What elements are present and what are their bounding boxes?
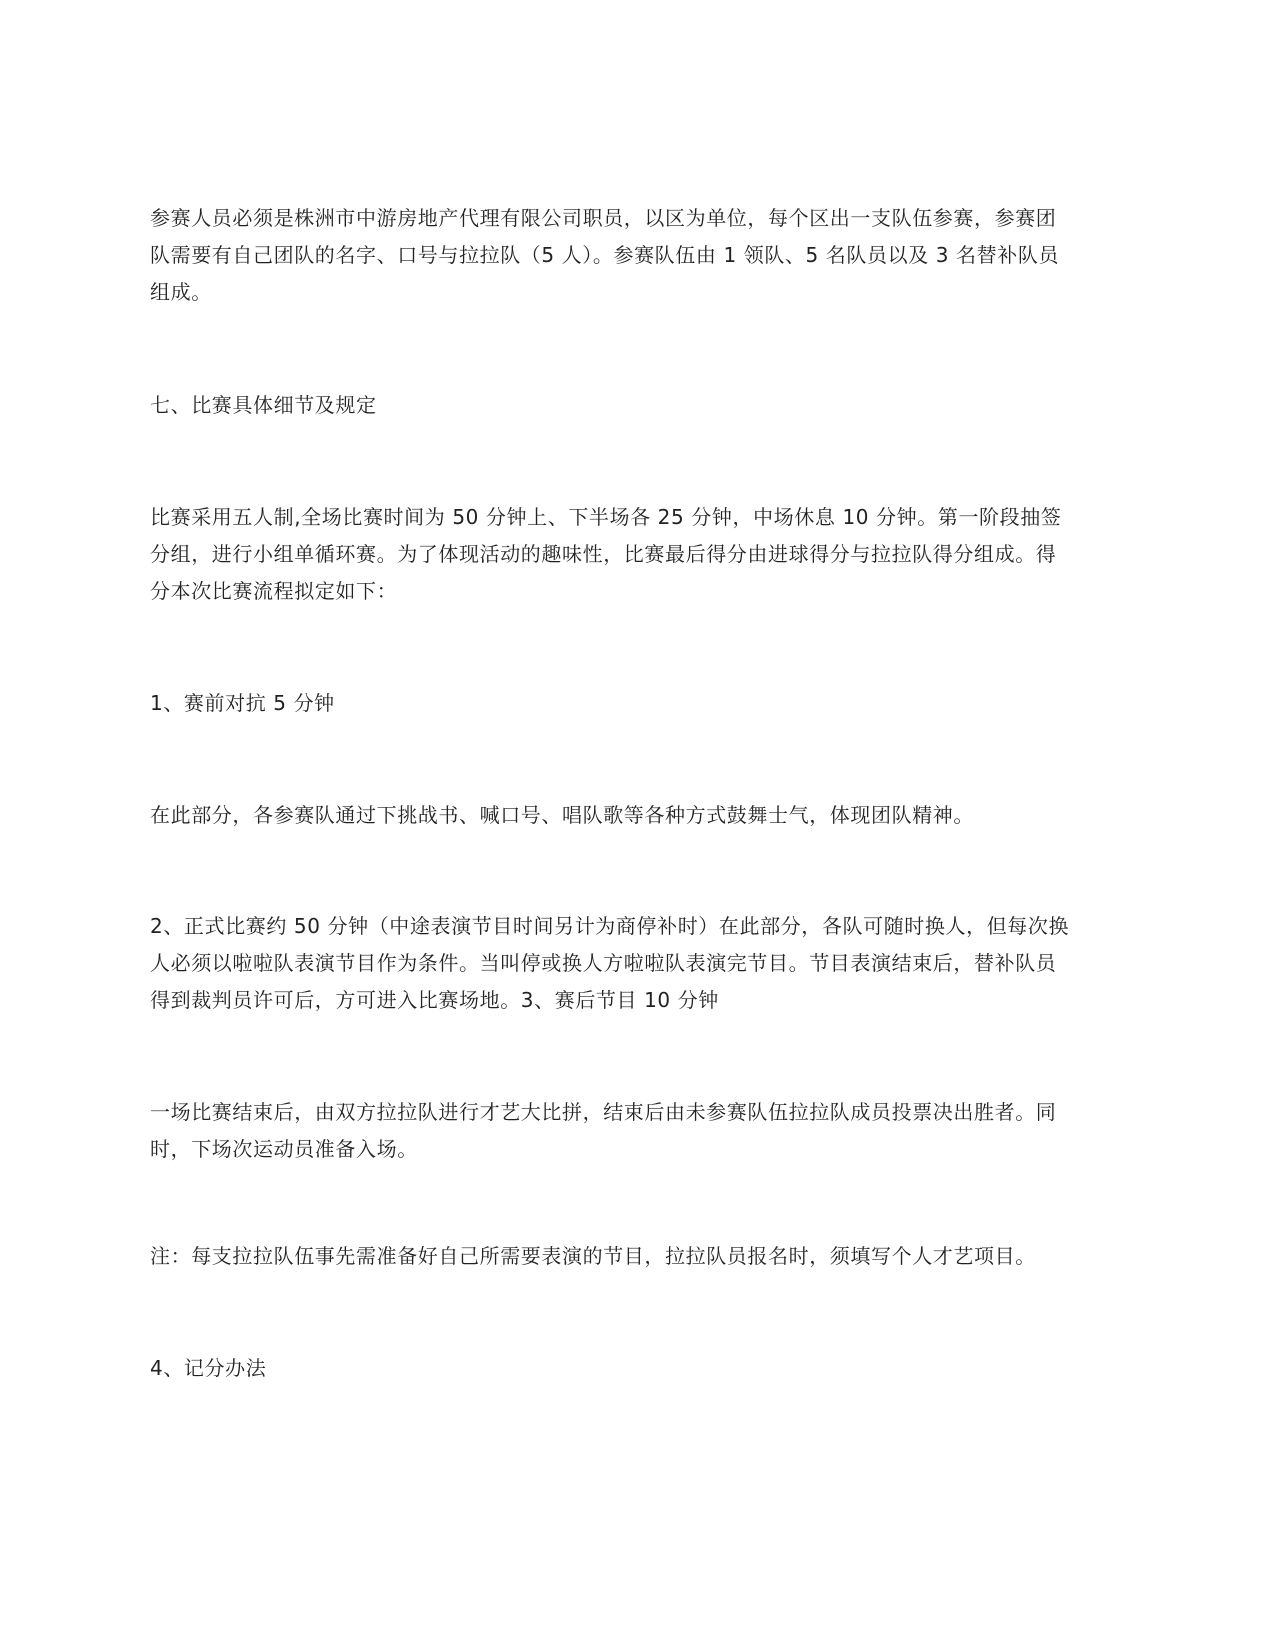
paragraph-match-format: [150, 499, 1110, 610]
heading-text: 七、比赛具体细节及规定: [150, 393, 377, 417]
text-line: 组成。: [150, 280, 212, 304]
item-scoring-method: [150, 1350, 1110, 1387]
paragraph-participant-requirements: [150, 200, 1110, 311]
item-pre-match: [150, 685, 1110, 722]
text-line: 比赛采用五人制,全场比赛时间为 50 分钟上、下半场各 25 分钟，中场休息 10 分钟。第一阶段抽签: [150, 505, 1062, 529]
text-line: 在此部分，各参赛队通过下挑战书、喊口号、唱队歌等各种方式鼓舞士气，体现团队精神。: [150, 803, 974, 827]
item-title: 1、赛前对抗 5 分钟: [150, 691, 335, 715]
section-heading-rules: [150, 387, 1110, 424]
text-line: 队需要有自己团队的名字、口号与拉拉队（5 人）。参赛队伍由 1 领队、5 名队员以及 3 名替补队员: [150, 243, 1060, 267]
text-line: 人必须以啦啦队表演节目作为条件。当叫停或换人方啦啦队表演完节目。节目表演结束后，替补队员: [150, 951, 1057, 975]
text-line: 得到裁判员许可后，方可进入比赛场地。3、赛后节目 10 分钟: [150, 988, 719, 1012]
paragraph-pre-match-detail: [150, 797, 1110, 834]
text-line: 2、正式比赛约 50 分钟（中途表演节目时间另计为商停补时）在此部分，各队可随时换人，但每次换: [150, 914, 1070, 938]
text-line: 分本次比赛流程拟定如下：: [150, 579, 398, 603]
text-line: 一场比赛结束后，由双方拉拉队进行才艺大比拼，结束后由未参赛队伍拉拉队成员投票决出胜者。同: [150, 1100, 1057, 1124]
text-line: 参赛人员必须是株洲市中游房地产代理有限公司职员，以区为单位，每个区出一支队伍参赛，参赛团: [150, 206, 1057, 230]
text-line: 分组，进行小组单循环赛。为了体现活动的趣味性，比赛最后得分由进球得分与拉拉队得分组成。得: [150, 542, 1057, 566]
paragraph-official-match: [150, 908, 1110, 1019]
item-title: 4、记分办法: [150, 1356, 267, 1380]
text-line: 时，下场次运动员准备入场。: [150, 1137, 418, 1161]
text-line: 注：每支拉拉队伍事先需准备好自己所需要表演的节目，拉拉队员报名时，须填写个人才艺项目。: [150, 1244, 1036, 1268]
paragraph-post-match: [150, 1094, 1110, 1168]
paragraph-note: [150, 1238, 1110, 1275]
